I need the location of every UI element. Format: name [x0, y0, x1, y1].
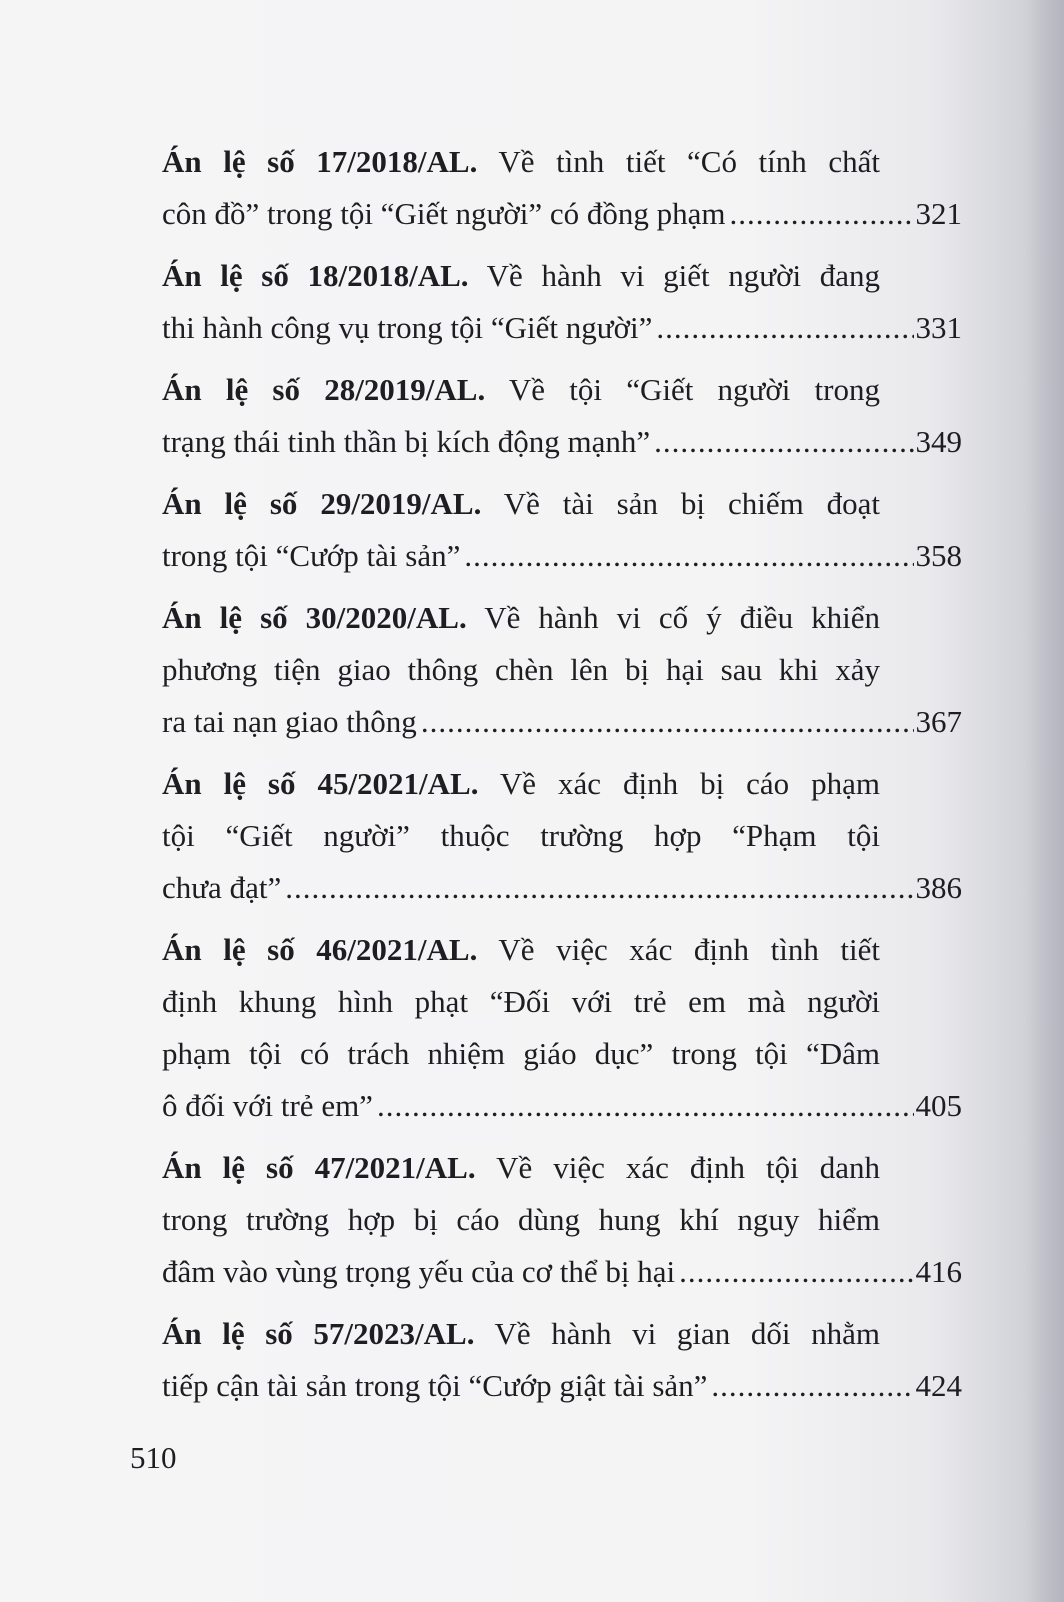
- dot-leader: [464, 530, 913, 582]
- entry-page-number: 331: [915, 310, 962, 345]
- entry-label: Án lệ số 57/2023/AL.: [162, 1316, 475, 1351]
- dot-leader: [679, 1246, 913, 1298]
- entry-title-tail: ra tai nạn giao thông: [162, 704, 417, 739]
- entry-page-number: 405: [915, 1088, 962, 1123]
- entry-label: Án lệ số 18/2018/AL.: [162, 258, 469, 293]
- dot-leader: [285, 862, 913, 914]
- entry-page-number: 358: [915, 538, 962, 573]
- entry-title-tail: côn đồ” trong tội “Giết người” có đồng phạm: [162, 196, 726, 231]
- toc-entry: [162, 364, 962, 468]
- dot-leader: [421, 696, 914, 748]
- entry-title-lead: Về hành vi giết người đang: [486, 258, 880, 293]
- entry-title-middle: phương tiện giao thông chèn lên bị hại sau khi xảy: [162, 652, 880, 687]
- entry-title-tail: tiếp cận tài sản trong tội “Cướp giật tài sản”: [162, 1368, 708, 1403]
- entry-title-tail: trạng thái tinh thần bị kích động mạnh”: [162, 424, 651, 459]
- entry-page-number: 424: [915, 1368, 962, 1403]
- toc-entry: [162, 1142, 962, 1298]
- entry-page-number: 349: [915, 424, 962, 459]
- table-of-contents: [162, 136, 962, 1412]
- page-number-footer: 510: [130, 1440, 177, 1475]
- dot-leader: [654, 416, 913, 468]
- entry-page-number: 321: [915, 196, 962, 231]
- entry-title-middle: trong trường hợp bị cáo dùng hung khí nguy hiểm: [162, 1202, 880, 1237]
- dot-leader: [711, 1360, 913, 1412]
- entry-title-lead: Về hành vi cố ý điều khiển: [484, 600, 880, 635]
- entry-title-lead: Về tài sản bị chiếm đoạt: [503, 486, 880, 521]
- entry-title-tail: thi hành công vụ trong tội “Giết người”: [162, 310, 653, 345]
- entry-page-number: 416: [915, 1254, 962, 1289]
- entry-page-number: 367: [915, 704, 962, 739]
- entry-title-lead: Về việc xác định tội danh: [496, 1150, 880, 1185]
- toc-entry: [162, 924, 962, 1132]
- entry-label: Án lệ số 30/2020/AL.: [162, 600, 467, 635]
- entry-label: Án lệ số 47/2021/AL.: [162, 1150, 476, 1185]
- entry-page-number: 386: [915, 870, 962, 905]
- toc-entry: [162, 136, 962, 240]
- entry-title-tail: đâm vào vùng trọng yếu của cơ thể bị hại: [162, 1254, 676, 1289]
- dot-leader: [656, 302, 913, 354]
- dot-leader: [730, 188, 914, 240]
- entry-title-lead: Về xác định bị cáo phạm: [499, 766, 880, 801]
- entry-label: Án lệ số 45/2021/AL.: [162, 766, 479, 801]
- toc-entry: [162, 478, 962, 582]
- entry-title-lead: Về tội “Giết người trong: [508, 372, 880, 407]
- toc-entry: [162, 758, 962, 914]
- toc-entry: [162, 1308, 962, 1412]
- dot-leader: [377, 1080, 914, 1132]
- toc-entry: [162, 592, 962, 748]
- entry-title-tail: ô đối với trẻ em”: [162, 1088, 373, 1123]
- entry-title-middle: phạm tội có trách nhiệm giáo dục” trong tội “Dâm: [162, 1036, 880, 1071]
- entry-title-tail: trong tội “Cướp tài sản”: [162, 538, 461, 573]
- entry-title-lead: Về tình tiết “Có tính chất: [498, 144, 880, 179]
- entry-label: Án lệ số 28/2019/AL.: [162, 372, 486, 407]
- entry-title-lead: Về việc xác định tình tiết: [498, 932, 880, 967]
- page-gutter-shadow: [1024, 0, 1064, 1602]
- entry-title-tail: chưa đạt”: [162, 870, 282, 905]
- entry-label: Án lệ số 17/2018/AL.: [162, 144, 478, 179]
- toc-entry: [162, 250, 962, 354]
- entry-title-lead: Về hành vi gian dối nhằm: [494, 1316, 880, 1351]
- entry-title-middle: định khung hình phạt “Đối với trẻ em mà người: [162, 984, 880, 1019]
- entry-label: Án lệ số 46/2021/AL.: [162, 932, 478, 967]
- entry-title-middle: tội “Giết người” thuộc trường hợp “Phạm tội: [162, 818, 880, 853]
- entry-label: Án lệ số 29/2019/AL.: [162, 486, 482, 521]
